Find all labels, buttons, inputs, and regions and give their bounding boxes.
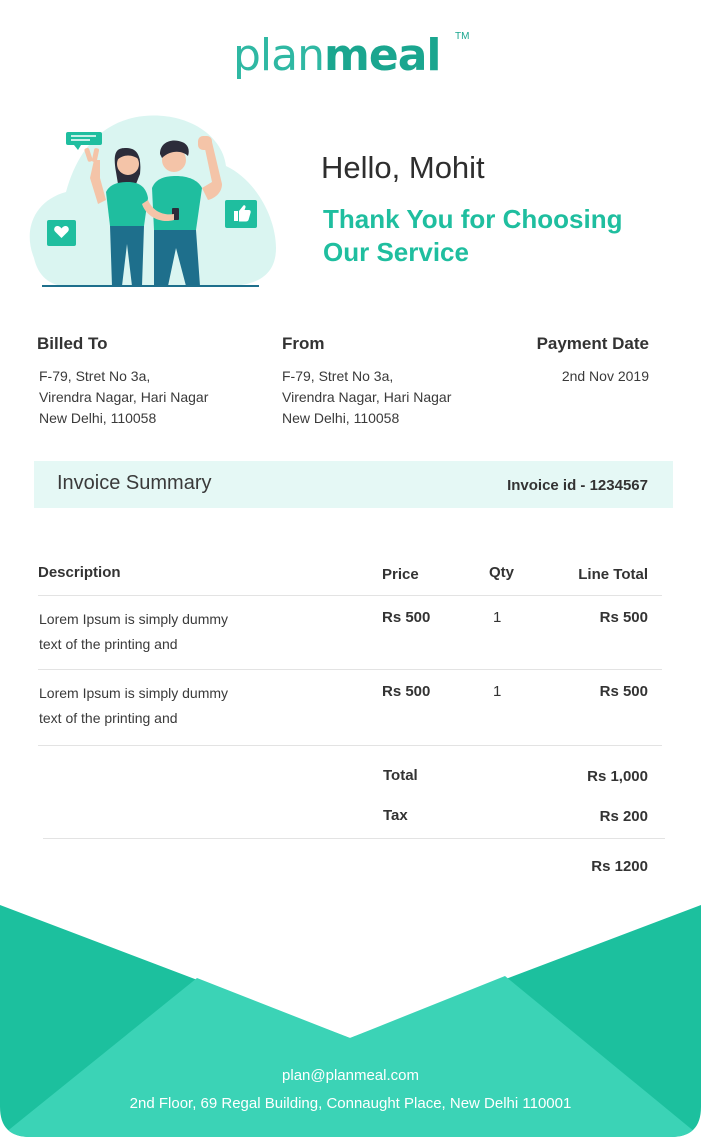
row-description: [39, 607, 279, 657]
row-qty: 1: [493, 683, 502, 700]
payment-date-value: 2nd Nov 2019: [561, 368, 649, 384]
tax-value: Rs 200: [599, 808, 648, 825]
thumbs-up-icon: [225, 200, 257, 228]
header-qty: Qty: [489, 564, 515, 581]
billed-to-address: [39, 366, 208, 429]
from-line-3: New Delhi, 110058: [282, 410, 400, 426]
total-label: Total: [383, 767, 418, 784]
row-description-line-2: text of the printing and: [39, 710, 178, 726]
footer-email[interactable]: plan@planmeal.com: [282, 1067, 419, 1084]
billed-to-line-3: New Delhi, 110058: [39, 410, 157, 426]
grand-total-value: Rs 1200: [591, 858, 648, 875]
billed-to-line-1: F-79, Stret No 3a,: [39, 368, 151, 384]
logo-wordmark: [233, 30, 440, 81]
row-line-total: Rs 500: [599, 609, 648, 626]
header-price: Price: [382, 566, 419, 583]
invoice-summary-title: Invoice Summary: [57, 472, 212, 494]
footer: [0, 900, 701, 1137]
table-divider: [38, 669, 662, 670]
hero-illustration: [26, 108, 286, 292]
row-line-total: Rs 500: [599, 683, 648, 700]
payment-date-label: Payment Date: [536, 334, 649, 353]
row-description-line-2: text of the printing and: [39, 636, 178, 652]
from-address: [282, 366, 451, 429]
invoice-summary-bar: [34, 461, 673, 508]
logo-word-plan: plan: [233, 30, 325, 81]
total-value: Rs 1,000: [587, 768, 648, 785]
row-description-line-1: Lorem Ipsum is simply dummy: [39, 611, 229, 627]
logo-word-meal: meal: [324, 30, 441, 81]
table-row: [0, 607, 701, 667]
heart-icon: [47, 220, 76, 246]
table-row: [0, 681, 701, 741]
from-line-2: Virendra Nagar, Hari Nagar: [282, 389, 452, 405]
table-divider: [38, 595, 662, 596]
billed-to-label: Billed To: [37, 334, 108, 353]
billed-to-line-2: Virendra Nagar, Hari Nagar: [39, 389, 209, 405]
greeting-hello: Hello, Mohit: [321, 150, 485, 185]
footer-address: 2nd Floor, 69 Regal Building, Connaught Place, New Delhi 110001: [129, 1095, 572, 1112]
logo-trademark: TM: [455, 31, 470, 42]
from-line-1: F-79, Stret No 3a,: [282, 368, 394, 384]
header-description: Description: [38, 564, 121, 581]
planmeal-logo: [233, 28, 473, 82]
row-description-line-1: Lorem Ipsum is simply dummy: [39, 685, 229, 701]
row-price: Rs 500: [382, 609, 431, 626]
from-label: From: [282, 334, 325, 353]
tax-label: Tax: [383, 807, 408, 824]
header-line-total: Line Total: [578, 566, 648, 583]
invoice-id: Invoice id - 1234567: [507, 477, 648, 494]
table-divider: [38, 745, 662, 746]
row-price: Rs 500: [382, 683, 431, 700]
row-qty: 1: [493, 609, 502, 626]
greeting-thanks: Thank You for Choosing Our Service: [323, 204, 623, 267]
row-description: [39, 681, 279, 731]
totals-divider: [43, 838, 665, 839]
